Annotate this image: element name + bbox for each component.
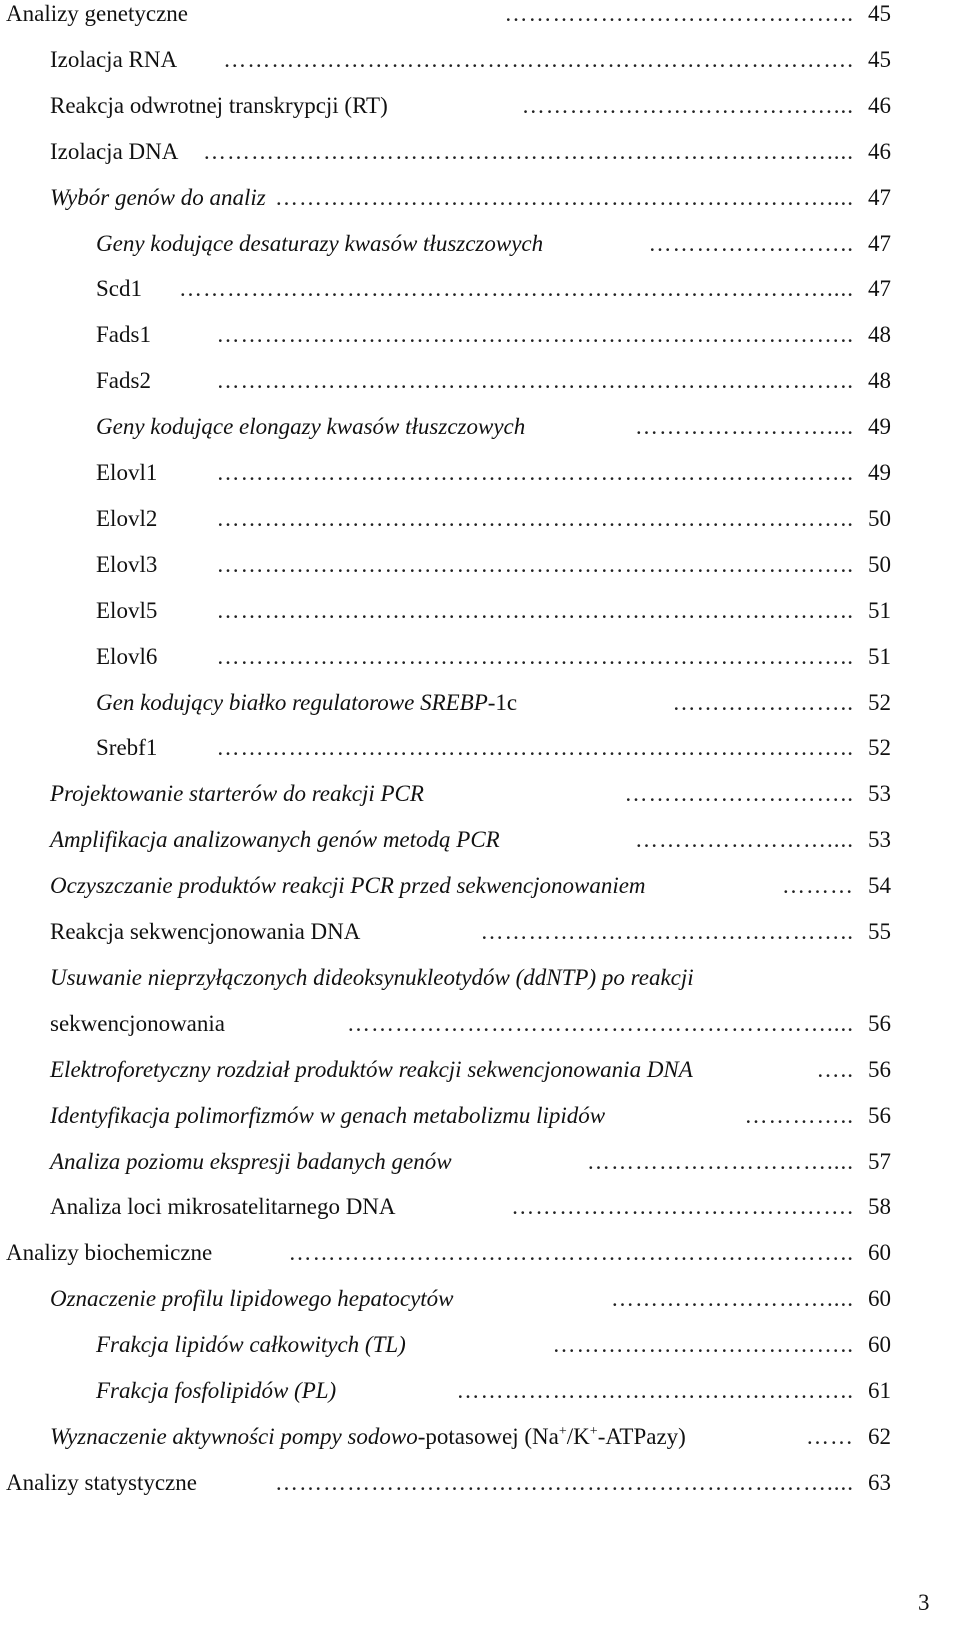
toc-entry-title: Projektowanie starterów do reakcji PCR [50,781,424,807]
toc-entry[interactable] [0,547,960,583]
toc-entry-page: 47 [868,184,891,210]
toc-entry-page: 50 [868,505,891,531]
toc-entry-leader: ……… [782,873,854,899]
toc-entry-leader: ……………………………………………………………………….... [179,276,854,302]
toc-entry-leader: ….. [816,1056,854,1082]
toc-entry[interactable] [0,868,960,904]
toc-entry[interactable] [0,822,960,858]
toc-entry[interactable] [0,271,960,307]
toc-entry-leader: …………………………………………………….... [347,1010,854,1036]
toc-entry[interactable] [0,1419,960,1455]
toc-entry-leader: …………………….... [635,414,854,440]
toc-entry[interactable] [0,1098,960,1134]
toc-entry-title: sekwencjonowania [50,1010,225,1036]
toc-entry-page: 57 [868,1148,891,1174]
toc-entry-leader: …………………….. [648,230,854,256]
toc-entry-leader: ……………………………….. [552,1332,854,1358]
toc-entry[interactable] [0,1465,960,1501]
toc-entry-page: 52 [868,689,891,715]
toc-entry-title: Analiza loci mikrosatelitarnego DNA [50,1194,396,1220]
toc-entry-title: Srebf1 [96,735,158,761]
toc-entry-page: 62 [868,1423,891,1449]
toc-entry[interactable] [0,317,960,353]
toc-entry[interactable] [0,639,960,675]
toc-entry[interactable] [0,1144,960,1180]
toc-entry-title: Analizy genetyczne [6,1,188,26]
toc-entry-leader: …………………………………………………………………….. [216,460,854,485]
toc-entry-title: Fads2 [96,368,151,394]
toc-entry-leader: …………………………………………………………………….. [216,322,854,348]
toc-entry-title: Elektroforetyczny rozdział produktów reakcji sekwencjonowania DNA [50,1056,693,1082]
toc-entry-page: 45 [868,1,891,26]
toc-entry-page: 50 [868,551,891,577]
toc-entry-page: 53 [868,781,891,807]
toc-entry-title: Izolacja DNA [50,138,179,164]
toc-entry[interactable] [0,455,960,491]
toc-entry-page: 51 [868,597,891,623]
toc-entry-leader: …………………………………………………………………….. [216,597,854,623]
toc-entry-title: Elovl3 [96,551,158,577]
toc-entry-page: 49 [868,414,891,440]
toc-entry[interactable] [0,1327,960,1363]
toc-entry-leader: …………………………………….. [504,1,854,26]
toc-entry-title: Amplifikacja analizowanych genów metodą PCR [50,827,500,853]
toc-entry[interactable] [0,0,960,32]
toc-entry[interactable] [0,960,960,996]
toc-entry-leader: …………………….... [635,827,854,853]
toc-entry-page: 47 [868,276,891,302]
toc-entry-title: Geny kodujące desaturazy kwasów tłuszczowych [96,230,544,256]
toc-entry[interactable] [0,593,960,629]
toc-entry-leader: ……………………….. [624,781,854,807]
toc-entry[interactable] [0,1373,960,1409]
toc-entry-title: Elovl2 [96,505,158,531]
toc-entry-page: 56 [868,1010,891,1036]
toc-entry-title: Fads1 [96,322,151,348]
toc-entry-title: Reakcja sekwencjonowania DNA [50,919,361,944]
toc-entry-page: 53 [868,827,891,853]
toc-entry-title: Analizy statystyczne [6,1469,197,1495]
toc-entry-leader: …………………………………………………………………….. [216,505,854,531]
toc-entry[interactable] [0,501,960,537]
toc-entry-page: 46 [868,92,891,118]
toc-entry-page: 63 [868,1469,891,1495]
toc-entry[interactable] [0,134,960,170]
toc-entry[interactable] [0,1006,960,1042]
toc-entry-page: 55 [868,919,891,944]
toc-entry-page: 60 [868,1286,891,1312]
toc-entry-leader: …… [806,1423,854,1449]
toc-entry-leader: ……………………………………………………………………. [223,46,854,72]
toc-entry-page: 60 [868,1240,891,1266]
toc-entry-leader: ……………………………………. [511,1194,854,1220]
page-number: 3 [918,1590,930,1615]
toc-entry[interactable] [0,1189,960,1225]
toc-entry-leader: ………………………………………….. [456,1378,854,1403]
toc-entry-page: 60 [868,1332,891,1358]
toc-entry-title: Scd1 [96,276,142,302]
toc-entry-page: 48 [868,322,891,348]
toc-entry-title: Elovl6 [96,643,158,669]
toc-entry[interactable] [0,42,960,78]
toc-entry[interactable] [0,1235,960,1271]
toc-entry-title: Analiza poziomu ekspresji badanych genów [50,1148,452,1174]
toc-entry-page: 48 [868,368,891,394]
toc-entry-title: Reakcja odwrotnej transkrypcji (RT) [50,92,388,118]
toc-entry-page: 46 [868,138,891,164]
toc-entry-title: Wybór genów do analiz [50,184,266,210]
toc-entry-leader: …………………………………………………………….... [275,184,854,210]
toc-entry-page: 58 [868,1194,891,1220]
toc-entry-leader: …………………………………………………………………….. [216,735,854,761]
toc-entry-leader: …………………………………………………………….. [288,1240,854,1266]
toc-entry-leader: …………………………………………………………………….. [216,368,854,394]
toc-entry-page: 47 [868,230,891,256]
toc-entry-page: 51 [868,643,891,669]
toc-entry-title: Identyfikacja polimorfizmów w genach metabolizmu lipidów [50,1102,606,1128]
toc-entry-title: Usuwanie nieprzyłączonych dideoksynukleotydów (ddNTP) po reakcji [50,964,694,990]
toc-entry-leader: …………………………………………………………………….... [203,138,854,164]
toc-entry-leader: ………………………….... [587,1148,854,1174]
toc-entry-page: 61 [868,1378,891,1403]
toc-entry[interactable] [0,776,960,812]
toc-entry-page: 49 [868,460,891,485]
toc-entry[interactable] [0,730,960,766]
toc-entry-leader: …………………………………………………………………….. [216,551,854,577]
toc-entry[interactable] [0,409,960,445]
toc-entry-title: Oznaczenie profilu lipidowego hepatocytów [50,1286,454,1312]
toc-entry[interactable] [0,363,960,399]
toc-entry-page: 56 [868,1102,891,1128]
toc-entry-leader: ………….. [744,1102,854,1128]
toc-entry-leader: …………………………………………………………………….. [216,643,854,669]
toc-entry-title: Gen kodujący białko regulatorowe SREBP-1c [96,689,518,715]
toc-entry-title: Analizy biochemiczne [6,1240,213,1266]
toc-entry-leader: …………………………………………………………….... [275,1469,854,1495]
toc-entry-page: 54 [868,873,891,899]
toc-entry-title: Elovl5 [96,597,158,623]
toc-entry-leader: ……………………….... [611,1286,854,1312]
toc-entry-title: Izolacja RNA [50,46,178,72]
toc-entry-title: Geny kodujące elongazy kwasów tłuszczowych [96,414,526,440]
toc-entry-page: 56 [868,1056,891,1082]
toc-entry[interactable] [0,226,960,262]
toc-entry[interactable] [0,914,960,950]
toc-entry-page: 45 [868,46,891,72]
toc-entry-page: 52 [868,735,891,761]
toc-entry-title: Frakcja lipidów całkowitych (TL) [96,1332,406,1358]
toc-entry[interactable] [0,88,960,124]
toc-entry-title: Frakcja fosfolipidów (PL) [96,1378,337,1403]
toc-entry-leader: ………………….. [672,689,854,715]
toc-entry[interactable] [0,180,960,216]
toc-entry-title: Elovl1 [96,460,158,485]
toc-entry[interactable] [0,1052,960,1088]
toc-entry-leader: …………………………………... [521,92,854,118]
toc-entry-title: Oczyszczanie produktów reakcji PCR przed sekwencjonowaniem [50,873,646,899]
toc-entry[interactable] [0,1281,960,1317]
toc-entry[interactable] [0,685,960,721]
toc-entry-title: Wyznaczenie aktywności pompy sodowo-potasowej (Na+/K+-ATPazy) [50,1423,686,1449]
toc-entry-leader: ……………………………………….. [480,919,854,944]
